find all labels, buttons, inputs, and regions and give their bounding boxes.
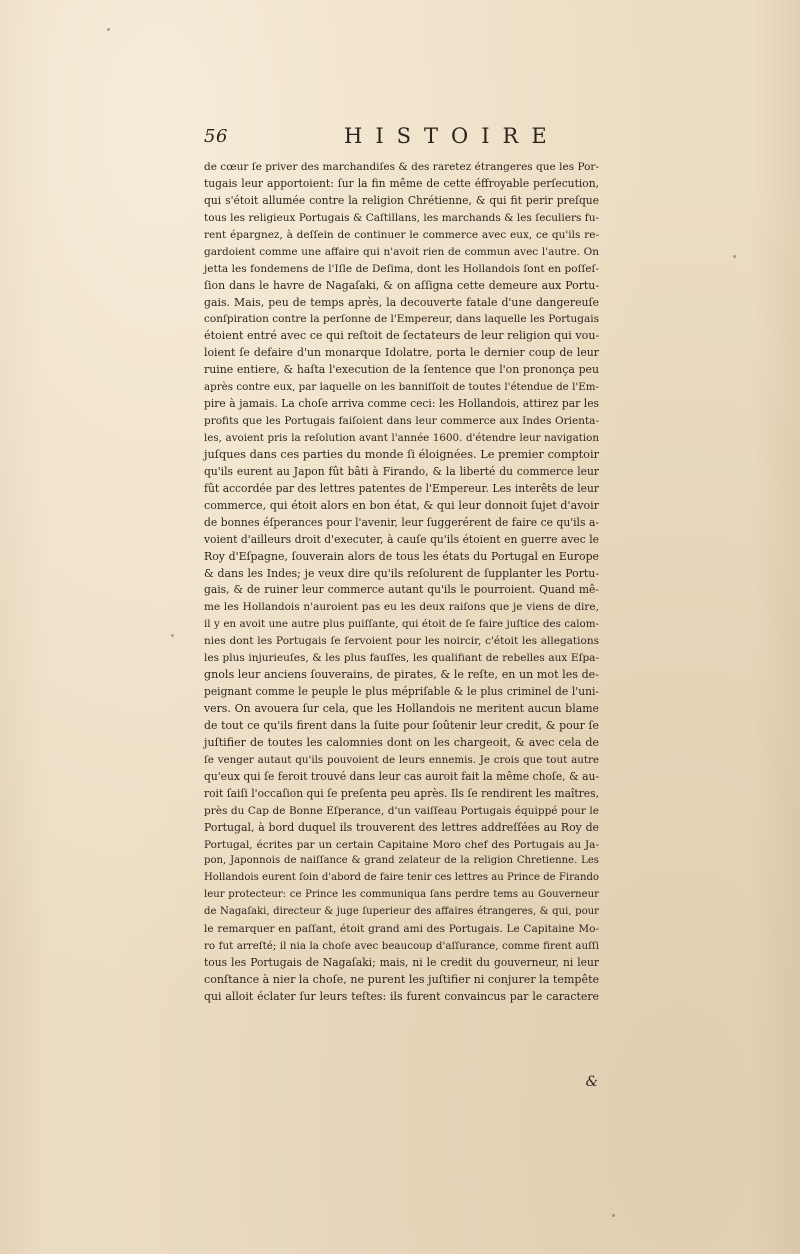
text-line: tugais leur apportoient: ſur la fin même de cette éffroyable perſecution, (204, 176, 599, 190)
text-line: qu'ils eurent au Japon fût bâti à Firando, & la liberté du commerce leur (204, 464, 599, 478)
text-line: de tout ce qu'ils firent dans la ſuite pour ſoûtenir leur credit, & pour ſe (204, 718, 599, 732)
text-line: conſpiration contre la perſonne de l'Empereur, dans laquelle les Portugais (204, 313, 599, 326)
text-line: Portugal, à bord duquel ils trouverent des lettres addreſſées au Roy de (204, 820, 599, 834)
text-line: qu'eux qui ſe feroit trouvé dans leur cas auroit fait la même choſe, & au- (204, 769, 599, 783)
text-line: de Nagaſaki, directeur & juge ſuperieur des affaires étrangeres, & qui, pour (204, 906, 599, 918)
text-line: profits que les Portugais faiſoient dans leur commerce aux Indes Orienta- (204, 415, 599, 428)
text-line: tous les Portugais de Nagaſaki; mais, ni le credit du gouverneur, ni leur (204, 956, 599, 970)
text-line: roit ſaiſi l'occaſion qui ſe preſenta peu après. Ils ſe rendirent les maîtres, (204, 786, 599, 800)
text-line: gais, & de ruiner leur commerce autant qu'ils le pourroient. Quand mê- (204, 583, 599, 597)
text-line: leur protecteur: ce Prince les communiqua ſans perdre tems au Gouverneur (204, 889, 599, 901)
text-line: commerce, qui étoit alors en bon état, & qui leur donnoit ſujet d'avoir (204, 498, 599, 512)
text-line: juſques dans ces parties du monde ſi éloignées. Le premier comptoir (204, 447, 599, 461)
text-line: les plus injurieuſes, & les plus fauſſes, les qualifiant de rebelles aux Eſpa- (204, 652, 599, 665)
text-line: après contre eux, par laquelle on les banniſſoit de toutes l'étendue de l'Em- (204, 381, 599, 394)
text-line: qui alloit éclater ſur leurs teſtes: ils furent convaincus par le caractere (204, 989, 599, 1003)
running-title: HISTOIRE (344, 124, 560, 148)
text-line: nies dont les Portugais ſe ſervoient pour les noircir, c'étoit les allegations (204, 635, 599, 648)
text-line: ſion dans le havre de Nagaſaki, & on aſſigna cette demeure aux Portu- (204, 278, 599, 292)
paper-speck (733, 255, 736, 258)
text-line: tous les religieux Portugais & Caſtillans, les marchands & les ſeculiers fu- (204, 211, 599, 224)
text-line: les, avoient pris la reſolution avant l'année 1600. d'étendre leur navigation (204, 432, 599, 444)
text-line: le remarquer en paſſant, étoit grand ami des Portugais. Le Capitaine Mo- (204, 923, 599, 936)
text-line: peignant comme le peuple le plus mépriſable & le plus criminel de l'uni- (204, 685, 599, 699)
text-line: conſtance à nier la choſe, ne purent les juſtifier ni conjurer la tempête (204, 973, 600, 986)
page-number: 56 (204, 126, 228, 147)
text-line: voient d'ailleurs droit d'executer, à cauſe qu'ils étoient en guerre avec le (204, 532, 599, 546)
text-line: rent épargnez, à deſſein de continuer le commerce avec eux, ce qu'ils re- (204, 228, 599, 241)
text-line: pon, Japonnois de naiſſance & grand zelateur de la religion Chretienne. Les (204, 855, 599, 867)
text-line: ruine entiere, & haſta l'execution de la ſentence que l'on prononça peu (204, 363, 599, 377)
text-line: & dans les Indes; je veux dire qu'ils reſolurent de ſupplanter les Portu- (204, 566, 599, 580)
text-line: gardoient comme une affaire qui n'avoit rien de commun avec l'autre. On (204, 245, 599, 258)
text-line: étoient entré avec ce qui reſtoit de ſectateurs de leur religion qui vou- (204, 329, 600, 343)
text-line: juſtifier de toutes les calomnies dont on les chargeoit, & avec cela de (204, 735, 599, 749)
text-line: ro fut arreſté; il nia la choſe avec beaucoup d'aſſurance, comme firent auſſi (204, 940, 599, 953)
paper-speck (107, 28, 110, 31)
text-line: de cœur ſe priver des marchandiſes & des raretez étrangeres que les Por- (204, 161, 599, 173)
text-line: me les Hollandois n'auroient pas eu les deux raiſons que je viens de dire, (204, 601, 599, 614)
page-header (204, 126, 599, 156)
paper-speck (171, 634, 174, 637)
text-line: Portugal, écrites par un certain Capitaine Moro chef des Portugais au Ja- (204, 838, 599, 851)
text-line: fût accordée par des lettres patentes de l'Empereur. Les interêts de leur (204, 481, 599, 495)
text-line: il y en avoit une autre plus puiſſante, qui étoit de ſe faire juſtice des calom- (204, 618, 599, 631)
text-line: qui s'étoit allumée contre la religion Chrétienne, & qui fit perir preſque (204, 193, 599, 207)
text-line: pire à jamais. La choſe arriva comme ceci: les Hollandois, attirez par les (204, 397, 599, 411)
text-line: jetta les fondemens de l'Iſle de Deſima, dont les Hollandois ſont en poſſeſ- (204, 262, 599, 275)
text-line: loient ſe defaire d'un monarque Idolatre, porta le dernier coup de leur (204, 346, 599, 360)
text-line: près du Cap de Bonne Eſperance, d'un vaiſſeau Portugais équippé pour le (204, 804, 599, 817)
text-line: ſe venger autaut qu'ils pouvoient de leurs ennemis. Je crois que tout autre (204, 753, 599, 766)
text-line: vers. On avouera ſur cela, que les Hollandois ne meritent aucun blame (204, 702, 599, 715)
text-line: de bonnes éſperances pour l'avenir, leur ſuggerérent de faire ce qu'ils a- (204, 515, 599, 529)
body-text (204, 159, 599, 1006)
text-line: Hollandois eurent ſoin d'abord de faire tenir ces lettres au Prince de Firando (204, 872, 599, 884)
text-line: gais. Mais, peu de temps après, la decouverte fatale d'une dangereuſe (204, 295, 599, 309)
text-line: gnols leur anciens ſouverains, de pirates, & le reſte, en un mot les de- (204, 668, 599, 682)
paper-speck (612, 1214, 615, 1217)
catchword: & (585, 1074, 598, 1090)
text-line: Roy d'Eſpagne, ſouverain alors de tous les états du Portugal en Europe (204, 549, 599, 563)
